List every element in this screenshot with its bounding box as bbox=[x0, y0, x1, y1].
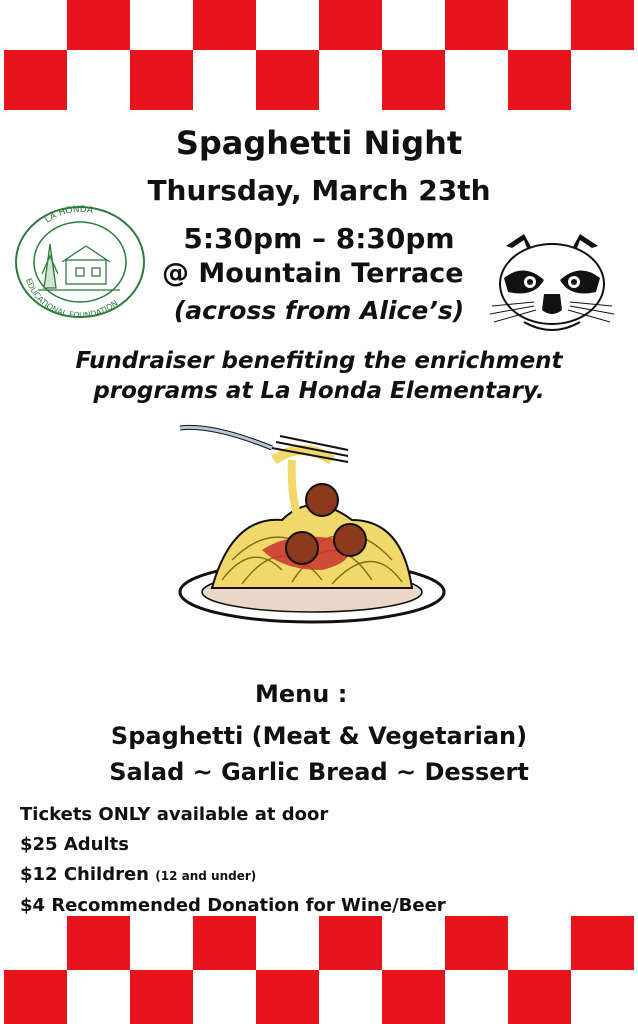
fundraiser-text bbox=[0, 346, 638, 406]
event-date: Thursday, March 23th bbox=[147, 174, 491, 207]
menu-line-2: Salad ~ Garlic Bread ~ Dessert bbox=[109, 758, 529, 786]
event-title: Spaghetti Night bbox=[175, 124, 463, 162]
foundation-logo-icon bbox=[12, 204, 148, 320]
spaghetti-plate-icon bbox=[172, 420, 452, 640]
event-time: 5:30pm – 8:30pm bbox=[183, 222, 455, 255]
ticket-children bbox=[20, 860, 446, 891]
logo-top-text: LA HONDA bbox=[43, 204, 94, 226]
event-venue-note: (across from Alice’s) bbox=[173, 296, 465, 325]
fundraiser-line-1: Fundraiser benefiting the enrichment bbox=[75, 348, 563, 374]
logo-bottom-text: EDUCATIONAL FOUNDATION bbox=[23, 277, 120, 320]
raccoon-icon bbox=[484, 226, 620, 342]
ticket-children-price: $12 Children bbox=[20, 864, 149, 885]
event-venue: @ Mountain Terrace bbox=[162, 258, 464, 289]
ticket-children-note: (12 and under) bbox=[155, 869, 257, 883]
menu-line-1: Spaghetti (Meat & Vegetarian) bbox=[110, 722, 528, 750]
fundraiser-line-2: programs at La Honda Elementary. bbox=[93, 378, 545, 404]
menu-title: Menu : bbox=[255, 680, 348, 708]
ticket-donation: $4 Recommended Donation for Wine/Beer bbox=[20, 895, 446, 916]
ticket-info bbox=[20, 800, 446, 921]
checkered-border-bottom bbox=[4, 916, 634, 1024]
ticket-availability: Tickets ONLY available at door bbox=[20, 804, 329, 825]
ticket-adults: $25 Adults bbox=[20, 834, 129, 855]
checkered-border-top bbox=[4, 0, 634, 110]
